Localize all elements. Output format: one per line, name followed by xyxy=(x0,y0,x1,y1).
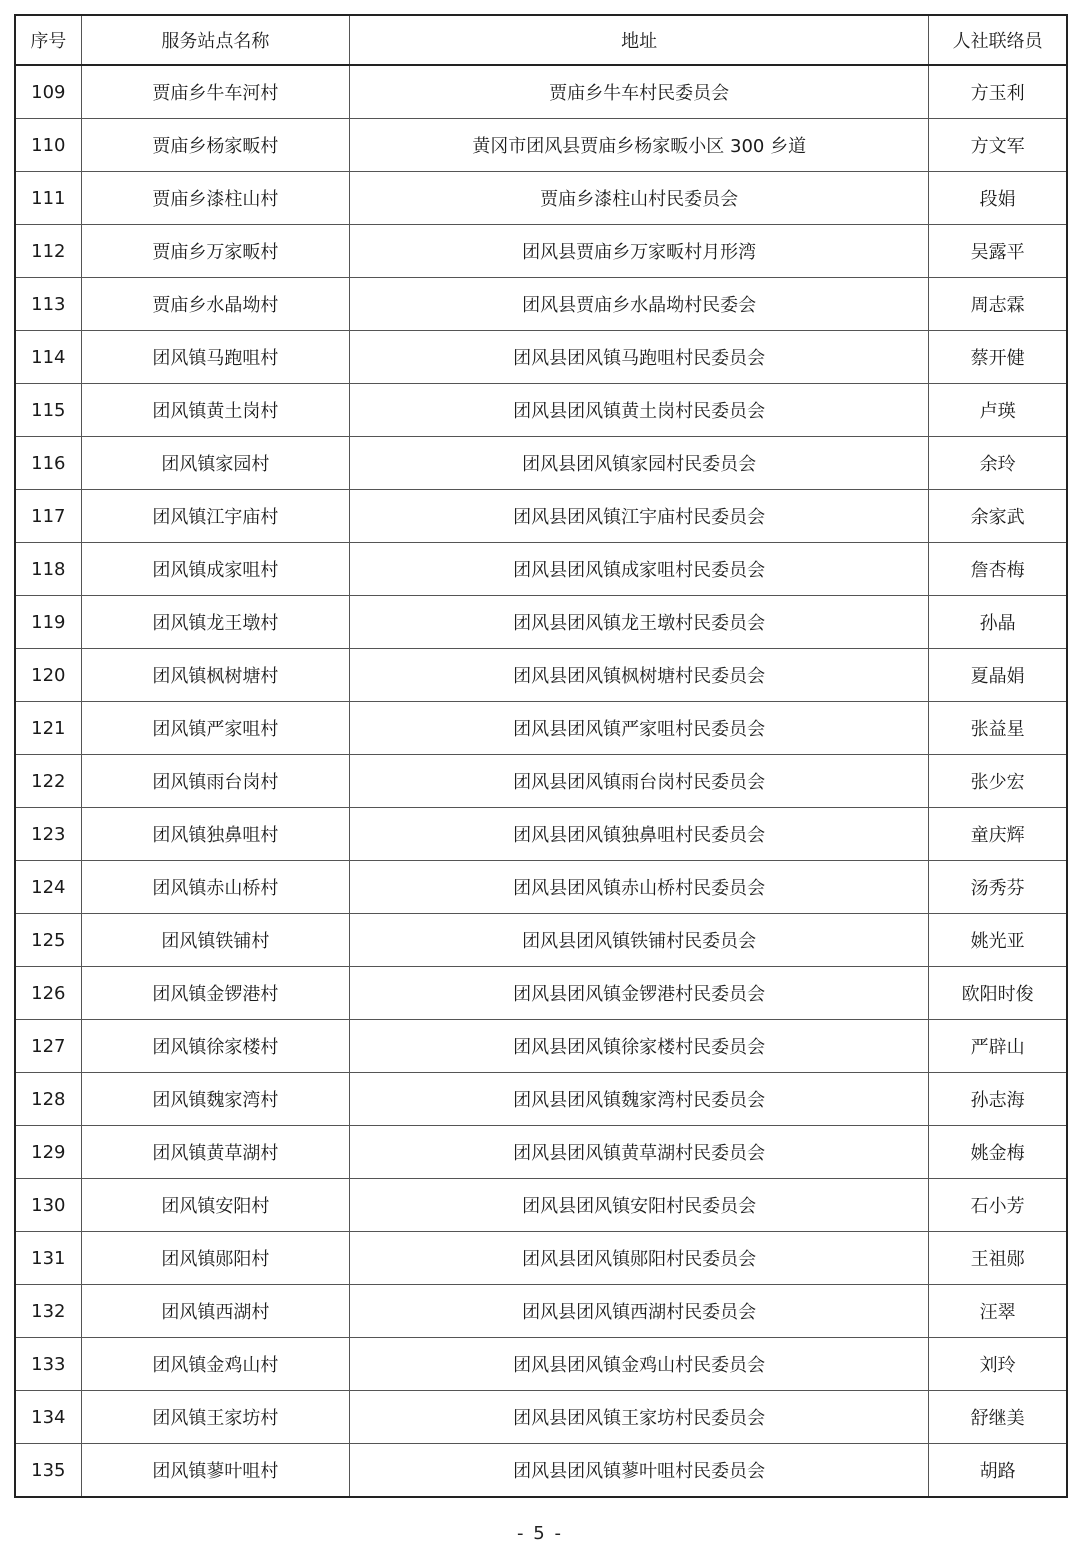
table-row xyxy=(15,1391,1067,1444)
cell-serial-number: 121 xyxy=(15,702,81,755)
cell-station-name: 团风镇江宇庙村 xyxy=(81,490,350,543)
cell-station-name: 贾庙乡万家畈村 xyxy=(81,225,350,278)
cell-serial-number: 130 xyxy=(15,1179,81,1232)
cell-station-name: 团风镇独鼻咀村 xyxy=(81,808,350,861)
cell-station-name: 团风镇枫树塘村 xyxy=(81,649,350,702)
cell-address: 团风县团风镇枫树塘村民委员会 xyxy=(350,649,929,702)
table-row xyxy=(15,1444,1067,1498)
cell-address: 团风县团风镇徐家楼村民委员会 xyxy=(350,1020,929,1073)
cell-station-name: 团风镇赤山桥村 xyxy=(81,861,350,914)
table-row xyxy=(15,278,1067,331)
cell-contact-person: 卢瑛 xyxy=(929,384,1067,437)
cell-serial-number: 126 xyxy=(15,967,81,1020)
cell-contact-person: 姚金梅 xyxy=(929,1126,1067,1179)
cell-contact-person: 刘玲 xyxy=(929,1338,1067,1391)
cell-address: 团风县团风镇雨台岗村民委员会 xyxy=(350,755,929,808)
table-row xyxy=(15,967,1067,1020)
table-row xyxy=(15,755,1067,808)
cell-contact-person: 舒继美 xyxy=(929,1391,1067,1444)
cell-address: 团风县团风镇黄草湖村民委员会 xyxy=(350,1126,929,1179)
table-row xyxy=(15,119,1067,172)
cell-station-name: 团风镇西湖村 xyxy=(81,1285,350,1338)
cell-address: 贾庙乡牛车村民委员会 xyxy=(350,65,929,119)
header-address: 地址 xyxy=(350,15,929,65)
cell-contact-person: 孙志海 xyxy=(929,1073,1067,1126)
cell-station-name: 贾庙乡水晶坳村 xyxy=(81,278,350,331)
cell-serial-number: 125 xyxy=(15,914,81,967)
header-station-name: 服务站点名称 xyxy=(81,15,350,65)
header-contact-person: 人社联络员 xyxy=(929,15,1067,65)
cell-station-name: 团风镇蓼叶咀村 xyxy=(81,1444,350,1498)
cell-station-name: 团风镇郧阳村 xyxy=(81,1232,350,1285)
table-row xyxy=(15,65,1067,119)
service-station-table xyxy=(14,14,1068,1498)
cell-address: 贾庙乡漆柱山村民委员会 xyxy=(350,172,929,225)
table-row xyxy=(15,543,1067,596)
page-number: - 5 - xyxy=(517,1523,563,1544)
table-row xyxy=(15,596,1067,649)
cell-serial-number: 123 xyxy=(15,808,81,861)
cell-serial-number: 129 xyxy=(15,1126,81,1179)
cell-station-name: 团风镇黄土岗村 xyxy=(81,384,350,437)
cell-contact-person: 童庆辉 xyxy=(929,808,1067,861)
table-row xyxy=(15,649,1067,702)
cell-address: 团风县贾庙乡万家畈村月形湾 xyxy=(350,225,929,278)
cell-address: 团风县团风镇金鸡山村民委员会 xyxy=(350,1338,929,1391)
cell-serial-number: 115 xyxy=(15,384,81,437)
table-row xyxy=(15,331,1067,384)
cell-station-name: 团风镇成家咀村 xyxy=(81,543,350,596)
cell-serial-number: 132 xyxy=(15,1285,81,1338)
table-row xyxy=(15,1020,1067,1073)
cell-address: 团风县团风镇江宇庙村民委员会 xyxy=(350,490,929,543)
cell-contact-person: 夏晶娟 xyxy=(929,649,1067,702)
cell-station-name: 团风镇王家坊村 xyxy=(81,1391,350,1444)
table-row xyxy=(15,1179,1067,1232)
table-row xyxy=(15,384,1067,437)
cell-serial-number: 109 xyxy=(15,65,81,119)
table-row xyxy=(15,225,1067,278)
cell-serial-number: 124 xyxy=(15,861,81,914)
cell-contact-person: 詹杏梅 xyxy=(929,543,1067,596)
cell-contact-person: 石小芳 xyxy=(929,1179,1067,1232)
table-body xyxy=(15,65,1067,1497)
table-row xyxy=(15,1285,1067,1338)
cell-station-name: 团风镇金鸡山村 xyxy=(81,1338,350,1391)
cell-address: 团风县团风镇家园村民委员会 xyxy=(350,437,929,490)
header-serial-number: 序号 xyxy=(15,15,81,65)
cell-address: 团风县团风镇马跑咀村民委员会 xyxy=(350,331,929,384)
table-row xyxy=(15,702,1067,755)
table-row xyxy=(15,1126,1067,1179)
cell-address: 团风县团风镇西湖村民委员会 xyxy=(350,1285,929,1338)
cell-serial-number: 114 xyxy=(15,331,81,384)
cell-station-name: 团风镇铁铺村 xyxy=(81,914,350,967)
cell-address: 团风县团风镇成家咀村民委员会 xyxy=(350,543,929,596)
cell-address: 团风县团风镇王家坊村民委员会 xyxy=(350,1391,929,1444)
cell-address: 团风县团风镇安阳村民委员会 xyxy=(350,1179,929,1232)
cell-serial-number: 133 xyxy=(15,1338,81,1391)
cell-serial-number: 128 xyxy=(15,1073,81,1126)
cell-station-name: 贾庙乡杨家畈村 xyxy=(81,119,350,172)
cell-address: 团风县团风镇金锣港村民委员会 xyxy=(350,967,929,1020)
table-row xyxy=(15,437,1067,490)
cell-serial-number: 135 xyxy=(15,1444,81,1498)
cell-contact-person: 欧阳时俊 xyxy=(929,967,1067,1020)
cell-address: 团风县团风镇郧阳村民委员会 xyxy=(350,1232,929,1285)
table-row xyxy=(15,172,1067,225)
cell-station-name: 团风镇魏家湾村 xyxy=(81,1073,350,1126)
table-row xyxy=(15,490,1067,543)
cell-contact-person: 孙晶 xyxy=(929,596,1067,649)
cell-contact-person: 汤秀芬 xyxy=(929,861,1067,914)
table-row xyxy=(15,861,1067,914)
cell-station-name: 团风镇雨台岗村 xyxy=(81,755,350,808)
cell-address: 团风县贾庙乡水晶坳村民委会 xyxy=(350,278,929,331)
cell-serial-number: 111 xyxy=(15,172,81,225)
cell-serial-number: 134 xyxy=(15,1391,81,1444)
cell-contact-person: 方文军 xyxy=(929,119,1067,172)
table-row xyxy=(15,1338,1067,1391)
cell-serial-number: 131 xyxy=(15,1232,81,1285)
cell-address: 团风县团风镇严家咀村民委员会 xyxy=(350,702,929,755)
cell-serial-number: 120 xyxy=(15,649,81,702)
cell-station-name: 团风镇严家咀村 xyxy=(81,702,350,755)
cell-serial-number: 117 xyxy=(15,490,81,543)
cell-address: 黄冈市团风县贾庙乡杨家畈小区 300 乡道 xyxy=(350,119,929,172)
header-row xyxy=(15,15,1067,65)
table-row xyxy=(15,1232,1067,1285)
cell-station-name: 贾庙乡牛车河村 xyxy=(81,65,350,119)
cell-contact-person: 张少宏 xyxy=(929,755,1067,808)
cell-address: 团风县团风镇赤山桥村民委员会 xyxy=(350,861,929,914)
cell-serial-number: 118 xyxy=(15,543,81,596)
table-row xyxy=(15,914,1067,967)
table-row xyxy=(15,808,1067,861)
cell-station-name: 贾庙乡漆柱山村 xyxy=(81,172,350,225)
cell-station-name: 团风镇龙王墩村 xyxy=(81,596,350,649)
cell-contact-person: 吴露平 xyxy=(929,225,1067,278)
cell-serial-number: 127 xyxy=(15,1020,81,1073)
table-header xyxy=(15,15,1067,65)
cell-address: 团风县团风镇魏家湾村民委员会 xyxy=(350,1073,929,1126)
cell-station-name: 团风镇黄草湖村 xyxy=(81,1126,350,1179)
cell-contact-person: 段娟 xyxy=(929,172,1067,225)
cell-address: 团风县团风镇蓼叶咀村民委员会 xyxy=(350,1444,929,1498)
cell-contact-person: 周志霖 xyxy=(929,278,1067,331)
cell-station-name: 团风镇徐家楼村 xyxy=(81,1020,350,1073)
cell-station-name: 团风镇家园村 xyxy=(81,437,350,490)
cell-contact-person: 汪翠 xyxy=(929,1285,1067,1338)
cell-contact-person: 严辟山 xyxy=(929,1020,1067,1073)
cell-contact-person: 余玲 xyxy=(929,437,1067,490)
cell-contact-person: 王祖郧 xyxy=(929,1232,1067,1285)
cell-address: 团风县团风镇龙王墩村民委员会 xyxy=(350,596,929,649)
cell-contact-person: 方玉利 xyxy=(929,65,1067,119)
cell-serial-number: 112 xyxy=(15,225,81,278)
cell-serial-number: 122 xyxy=(15,755,81,808)
cell-station-name: 团风镇安阳村 xyxy=(81,1179,350,1232)
cell-address: 团风县团风镇黄土岗村民委员会 xyxy=(350,384,929,437)
cell-station-name: 团风镇马跑咀村 xyxy=(81,331,350,384)
cell-serial-number: 116 xyxy=(15,437,81,490)
cell-contact-person: 余家武 xyxy=(929,490,1067,543)
cell-serial-number: 119 xyxy=(15,596,81,649)
cell-address: 团风县团风镇铁铺村民委员会 xyxy=(350,914,929,967)
cell-station-name: 团风镇金锣港村 xyxy=(81,967,350,1020)
cell-serial-number: 113 xyxy=(15,278,81,331)
cell-contact-person: 姚光亚 xyxy=(929,914,1067,967)
cell-contact-person: 张益星 xyxy=(929,702,1067,755)
cell-address: 团风县团风镇独鼻咀村民委员会 xyxy=(350,808,929,861)
cell-contact-person: 胡路 xyxy=(929,1444,1067,1498)
cell-contact-person: 蔡开健 xyxy=(929,331,1067,384)
cell-serial-number: 110 xyxy=(15,119,81,172)
table-row xyxy=(15,1073,1067,1126)
